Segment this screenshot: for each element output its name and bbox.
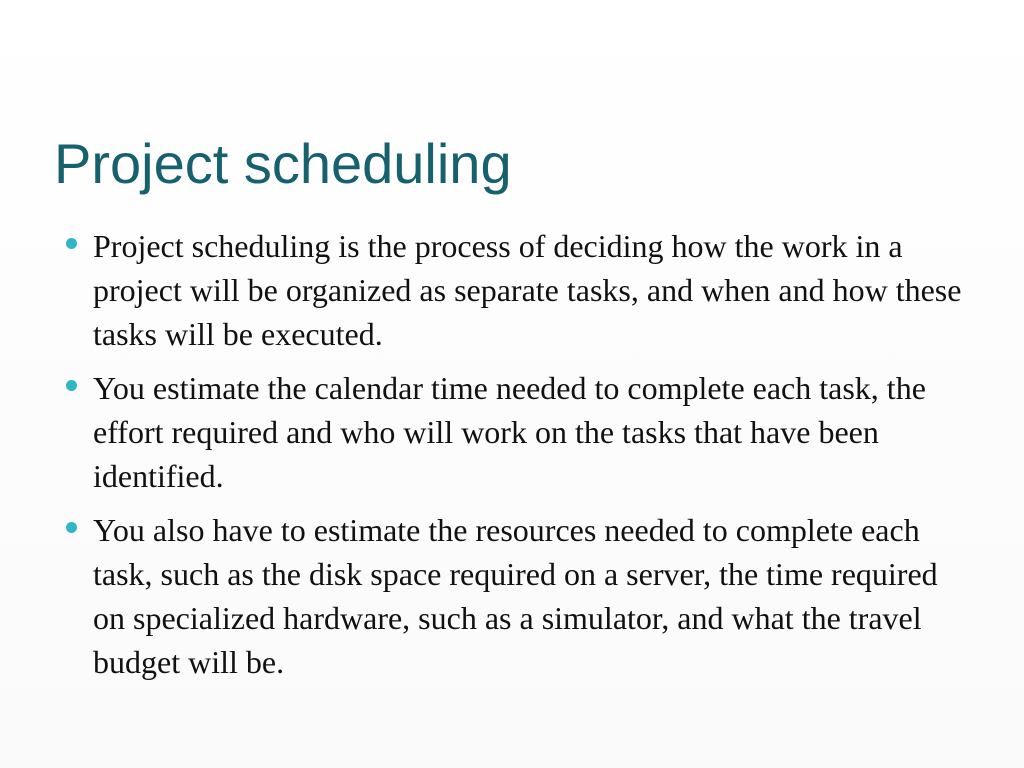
bullet-text: Project scheduling is the process of deciding how the work in a project will be organized as separate tasks, and when and how these tasks will be executed. — [93, 228, 962, 352]
bullet-item — [62, 366, 972, 498]
bullet-text: You also have to estimate the resources needed to complete each task, such as the disk space required on a server, the time required on specialized hardware, such as a simulator, and what the travel budget will be. — [93, 512, 938, 680]
bullet-item — [62, 508, 972, 684]
bullet-text: You estimate the calendar time needed to complete each task, the effort required and who will work on the tasks that have been identified. — [93, 370, 926, 494]
bullet-list — [62, 224, 972, 694]
bullet-dot-icon — [66, 380, 77, 391]
bullet-dot-icon — [66, 522, 77, 533]
bullet-item — [62, 224, 972, 356]
bullet-dot-icon — [66, 238, 77, 249]
slide-title: Project scheduling — [54, 132, 512, 195]
